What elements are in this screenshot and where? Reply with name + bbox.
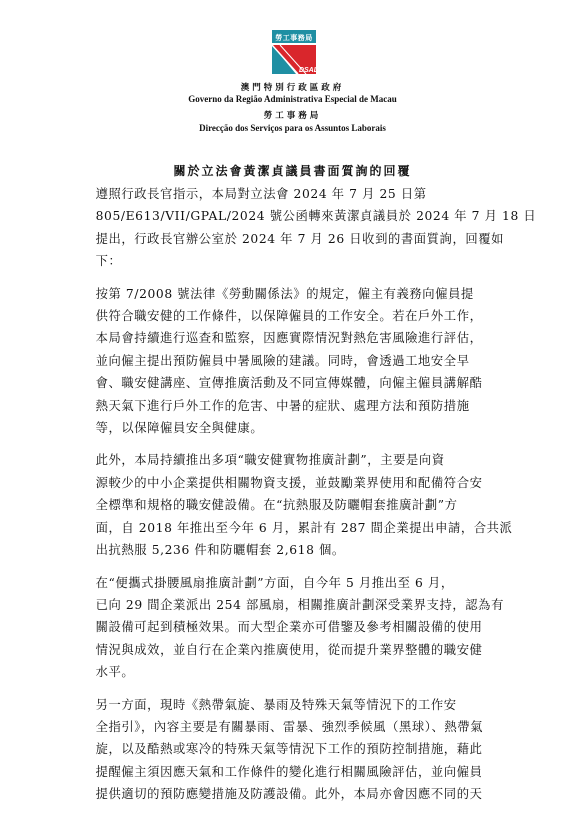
text-line: 全標準和規格的職安健設備。在“抗熱服及防曬帽套推廣計劃”方 xyxy=(95,498,458,513)
text-line: 提供適切的預防應變措施及防護設備。此外，本局亦會因應不同的天 xyxy=(95,787,483,802)
department-name-zh: 勞工事務局 xyxy=(263,111,322,121)
text-line: 本局會持續進行巡查和監察，因應實際情況對熱危害風險進行評估， xyxy=(95,331,483,346)
text-line: 已向 29 間企業派出 254 部風扇，相關推廣計劃深受業界支持，認為有 xyxy=(95,597,504,612)
logo-text: 勞工事務局 xyxy=(275,33,313,42)
text-line: 全指引》，內容主要是有關暴雨、雷暴、強烈季候風（黑球）、熱帶氣 xyxy=(95,719,484,734)
logo-abbreviation: DSAL xyxy=(298,67,318,74)
document-body xyxy=(71,183,537,816)
text-line: 情況與成效，並自行在企業內推廣使用，從而提升業界整體的職安健 xyxy=(95,642,483,657)
text-line: 面，自 2018 年推出至今年 6 月，累計有 287 間企業提出申請，合共派 xyxy=(95,520,513,535)
government-name-pt: Governo da Região Administrativa Especial de Macau xyxy=(188,94,397,104)
paragraph-5 xyxy=(71,694,521,806)
text-line: 旋，以及酷熱或寒冷的特殊天氣等情況下工作的預防控制措施，藉此 xyxy=(95,742,483,757)
document-title: 關於立法會黃潔貞議員書面質詢的回覆 xyxy=(173,164,412,178)
text-line: 會、職安健講座、宣傳推廣活動及不同宣傳媒體，向僱主僱員講解酷 xyxy=(95,376,483,391)
text-line: 提醒僱主須因應天氣和工作條件的變化進行相關風險評估，並向僱員 xyxy=(95,764,483,779)
text-line: 在“便攜式掛腰風扇推廣計劃”方面，自今年 5 月推出至 6 月， xyxy=(95,575,454,590)
government-name-zh: 澳門特別行政區政府 xyxy=(240,83,345,93)
text-line: 並向僱主提出預防僱員中暑風險的建議。同時，會透過工地安全早 xyxy=(95,353,470,368)
text-line: 源較少的中小企業提供相關物資支援，並鼓勵業界使用和配備符合安 xyxy=(95,475,483,490)
text-line: 805/E613/VII/GPAL/2024 號公函轉來黃潔貞議員於 2024 年 7 月 18 日 xyxy=(95,209,537,224)
text-line: 水平。 xyxy=(95,665,135,680)
text-line: 熱天氣下進行戶外工作的危害、中暑的症狀、處理方法和預防措施 xyxy=(95,398,470,413)
text-line: 等，以保障僱員安全與健康。 xyxy=(95,421,264,436)
dsal-logo xyxy=(268,30,320,74)
department-name-pt: Direcção dos Serviços para os Assuntos Laborais xyxy=(199,123,386,133)
text-line: 出抗熱服 5,236 件和防曬帽套 2,618 個。 xyxy=(95,543,345,558)
text-line: 關設備可起到積極效果。而大型企業亦可借鑒及參考相關設備的使用 xyxy=(95,620,483,635)
paragraph-3 xyxy=(71,449,521,561)
paragraph-1 xyxy=(71,183,537,273)
text-line: 提出，行政長官辦公室於 2024 年 7 月 26 日收到的書面質詢，回覆如 xyxy=(95,231,505,246)
text-line: 另一方面，現時《熱帶氣旋、暴雨及特殊天氣等情況下的工作安 xyxy=(95,697,457,712)
text-line: 按第 7/2008 號法律《勞動關係法》的規定，僱主有義務向僱員提 xyxy=(95,286,474,301)
text-line: 遵照行政長官指示，本局對立法會 2024 年 7 月 25 日第 xyxy=(95,187,427,201)
paragraph-4 xyxy=(71,572,521,684)
text-line: 供符合職安健的工作條件，以保障僱員的工作安全。若在戶外工作， xyxy=(95,309,483,324)
paragraph-2 xyxy=(71,283,521,440)
text-line: 下： xyxy=(95,254,122,269)
text-line: 此外，本局持續推出多項“職安健實物推廣計劃”，主要是向資 xyxy=(95,453,445,468)
